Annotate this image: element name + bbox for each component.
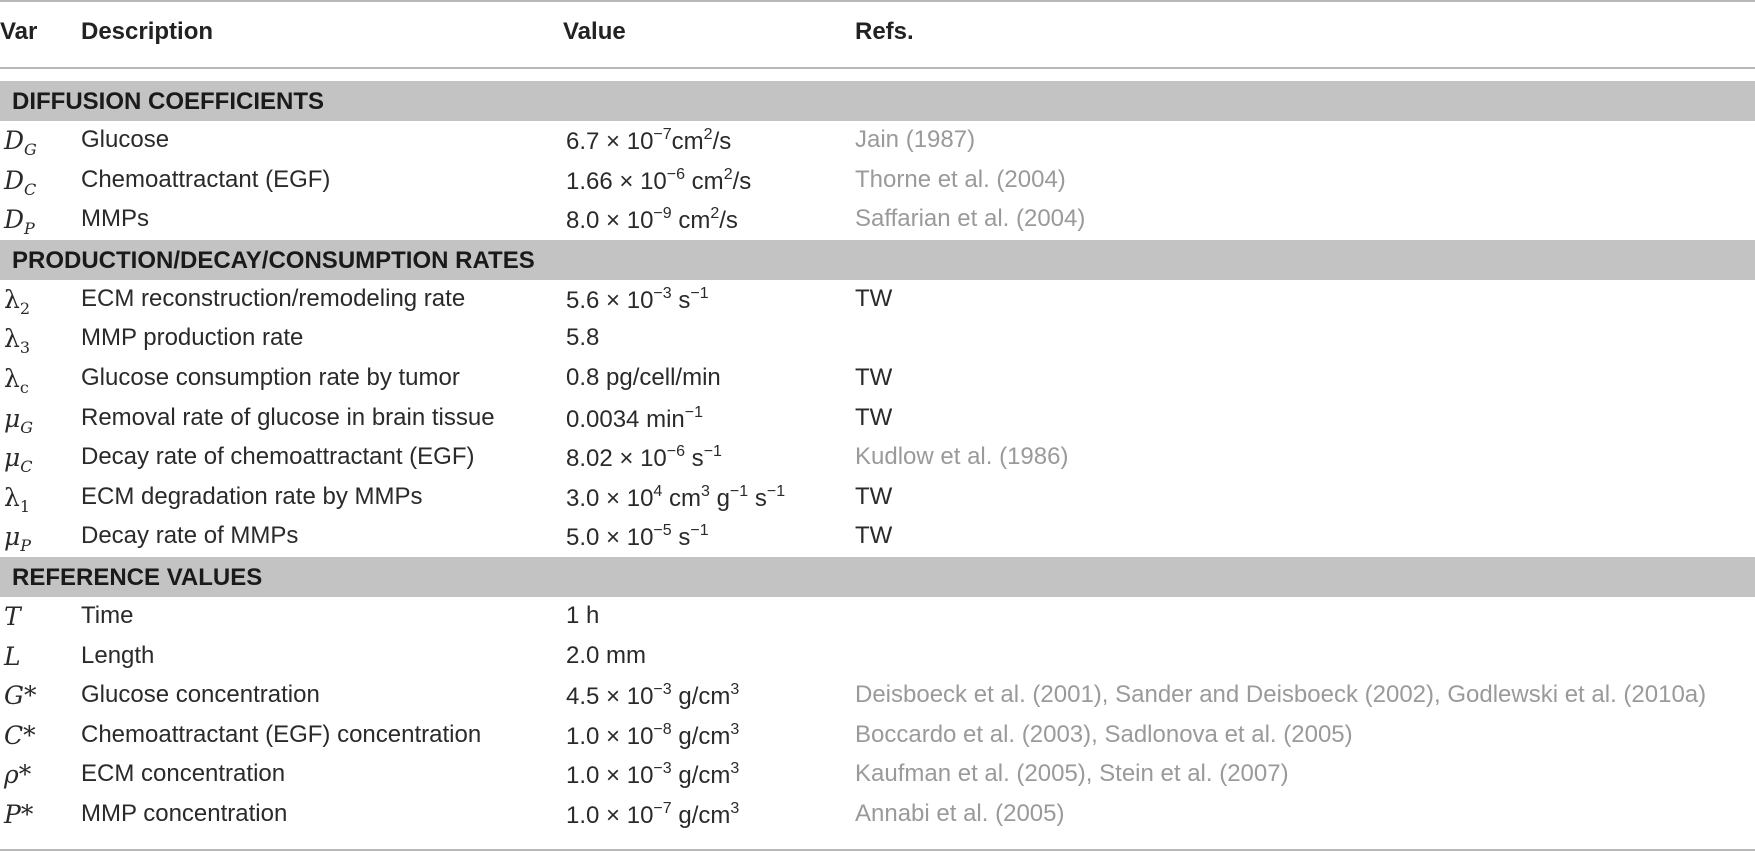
reference-cell: Kaufman et al. (2005), Stein et al. (2007) bbox=[855, 760, 1289, 788]
table-row bbox=[0, 200, 1755, 239]
table-row bbox=[0, 478, 1755, 517]
table-row bbox=[0, 755, 1755, 794]
section-header bbox=[0, 81, 1755, 121]
description-cell: MMPs bbox=[81, 205, 149, 233]
table-row bbox=[0, 438, 1755, 477]
reference-cell: Saffarian et al. (2004) bbox=[855, 205, 1086, 233]
variable-symbol: ρ* bbox=[4, 760, 32, 790]
description-cell: Chemoattractant (EGF) bbox=[81, 165, 331, 193]
value-cell: $3.0 \times 10^4$ $cm^3$ $g^{-1}$ $s^{-1}$ bbox=[566, 482, 786, 512]
value-cell: 1 h bbox=[566, 602, 600, 629]
table-row bbox=[0, 359, 1755, 398]
variable-symbol: $\mu_C$ bbox=[4, 443, 33, 477]
description-cell: Length bbox=[81, 641, 155, 669]
header-description: Description bbox=[81, 18, 214, 45]
variable-symbol: C* bbox=[4, 720, 36, 750]
table-row bbox=[0, 319, 1755, 358]
variable-symbol: $\lambda_c$ bbox=[4, 364, 29, 397]
reference-cell: Boccardo et al. (2003), Sadlonova et al. (2005) bbox=[855, 720, 1353, 748]
section-header bbox=[0, 557, 1755, 597]
value-cell: $6.7 \times 10^{-7}cm^2/s$ bbox=[566, 126, 732, 155]
value-cell: $5.6 \times 10^{-3}$ $s^{-1}$ bbox=[566, 284, 709, 314]
value-cell: $1.0 \times 10^{-8}$ $g/cm^3$ bbox=[566, 720, 740, 750]
reference-cell: TW bbox=[855, 403, 893, 431]
description-cell: Time bbox=[81, 602, 134, 629]
reference-cell: Deisboeck et al. (2001), Sander and Deisboeck (2002), Godlewski et al. (2010a) bbox=[855, 681, 1707, 709]
value-cell: $4.5 \times 10^{-3}$ $g/cm^3$ bbox=[566, 681, 740, 711]
table-row bbox=[0, 676, 1755, 715]
description-cell: Glucose consumption rate by tumor bbox=[81, 364, 460, 391]
value-cell: $8.0 \times 10^{-9}$ $cm^2/s$ bbox=[566, 205, 738, 235]
reference-cell: TW bbox=[855, 364, 893, 391]
value-cell: 5.8 bbox=[566, 324, 600, 352]
top-rule bbox=[0, 0, 1755, 2]
reference-cell: TW bbox=[855, 522, 893, 550]
table-row bbox=[0, 716, 1755, 755]
table-row bbox=[0, 399, 1755, 438]
value-cell: 0.8 pg/cell/min bbox=[566, 364, 721, 391]
description-cell: Decay rate of chemoattractant (EGF) bbox=[81, 443, 475, 471]
description-cell: MMP production rate bbox=[81, 324, 304, 352]
variable-symbol: $\mu_G$ bbox=[4, 403, 34, 437]
description-cell: Glucose bbox=[81, 126, 170, 153]
variable-symbol: P* bbox=[4, 800, 34, 829]
description-cell: MMP concentration bbox=[81, 800, 288, 827]
value-cell: 0.0034 $\min^{-1}$ bbox=[566, 403, 703, 433]
variable-symbol: T bbox=[4, 602, 21, 631]
table-header bbox=[0, 12, 1755, 52]
value-cell: $8.02 \times 10^{-6}$ $s^{-1}$ bbox=[566, 443, 722, 473]
section-title: REFERENCE VALUES bbox=[12, 564, 263, 591]
description-cell: Glucose concentration bbox=[81, 681, 320, 709]
description-cell: ECM reconstruction/remodeling rate bbox=[81, 284, 466, 312]
value-cell: $1.0 \times 10^{-7}$ $g/cm^3$ bbox=[566, 800, 740, 829]
reference-cell: Jain (1987) bbox=[855, 126, 976, 153]
section-title: DIFFUSION COEFFICIENTS bbox=[12, 88, 324, 115]
variable-symbol: $\lambda_3$ bbox=[4, 324, 31, 358]
table-row bbox=[0, 637, 1755, 676]
reference-cell: TW bbox=[855, 482, 893, 510]
reference-cell: Annabi et al. (2005) bbox=[855, 800, 1065, 827]
table-row bbox=[0, 795, 1755, 834]
section-title: PRODUCTION/DECAY/CONSUMPTION RATES bbox=[12, 246, 535, 274]
value-cell: 2.0 mm bbox=[566, 641, 647, 669]
section-header bbox=[0, 240, 1755, 280]
header-var: Var bbox=[0, 18, 38, 45]
variable-symbol: G* bbox=[4, 681, 37, 711]
reference-cell: Kudlow et al. (1986) bbox=[855, 443, 1069, 471]
table-row bbox=[0, 121, 1755, 160]
variable-symbol: $D_C$ bbox=[4, 165, 37, 199]
description-cell: Decay rate of MMPs bbox=[81, 522, 299, 550]
table-row bbox=[0, 161, 1755, 200]
value-cell: $1.66 \times 10^{-6}$ $cm^2/s$ bbox=[566, 165, 752, 195]
header-value: Value bbox=[563, 18, 626, 45]
variable-symbol: $\lambda_2$ bbox=[4, 284, 31, 318]
table-row bbox=[0, 517, 1755, 556]
bottom-rule bbox=[0, 849, 1755, 851]
description-cell: Chemoattractant (EGF) concentration bbox=[81, 720, 482, 748]
header-refs: Refs. bbox=[855, 18, 914, 45]
header-rule bbox=[0, 67, 1755, 69]
description-cell: ECM concentration bbox=[81, 760, 286, 788]
variable-symbol: $\mu_P$ bbox=[4, 522, 32, 556]
variable-symbol: $\lambda_1$ bbox=[4, 482, 31, 516]
description-cell: ECM degradation rate by MMPs bbox=[81, 482, 423, 510]
variable-symbol: $D_G$ bbox=[4, 126, 37, 159]
variable-symbol: $D_P$ bbox=[4, 205, 35, 239]
value-cell: $5.0 \times 10^{-5}$ $s^{-1}$ bbox=[566, 522, 709, 552]
table-row bbox=[0, 597, 1755, 636]
value-cell: $1.0 \times 10^{-3}$ $g/cm^3$ bbox=[566, 760, 740, 790]
reference-cell: Thorne et al. (2004) bbox=[855, 165, 1066, 193]
table-row bbox=[0, 280, 1755, 319]
description-cell: Removal rate of glucose in brain tissue bbox=[81, 403, 495, 431]
variable-symbol: L bbox=[4, 641, 21, 671]
reference-cell: TW bbox=[855, 284, 893, 312]
